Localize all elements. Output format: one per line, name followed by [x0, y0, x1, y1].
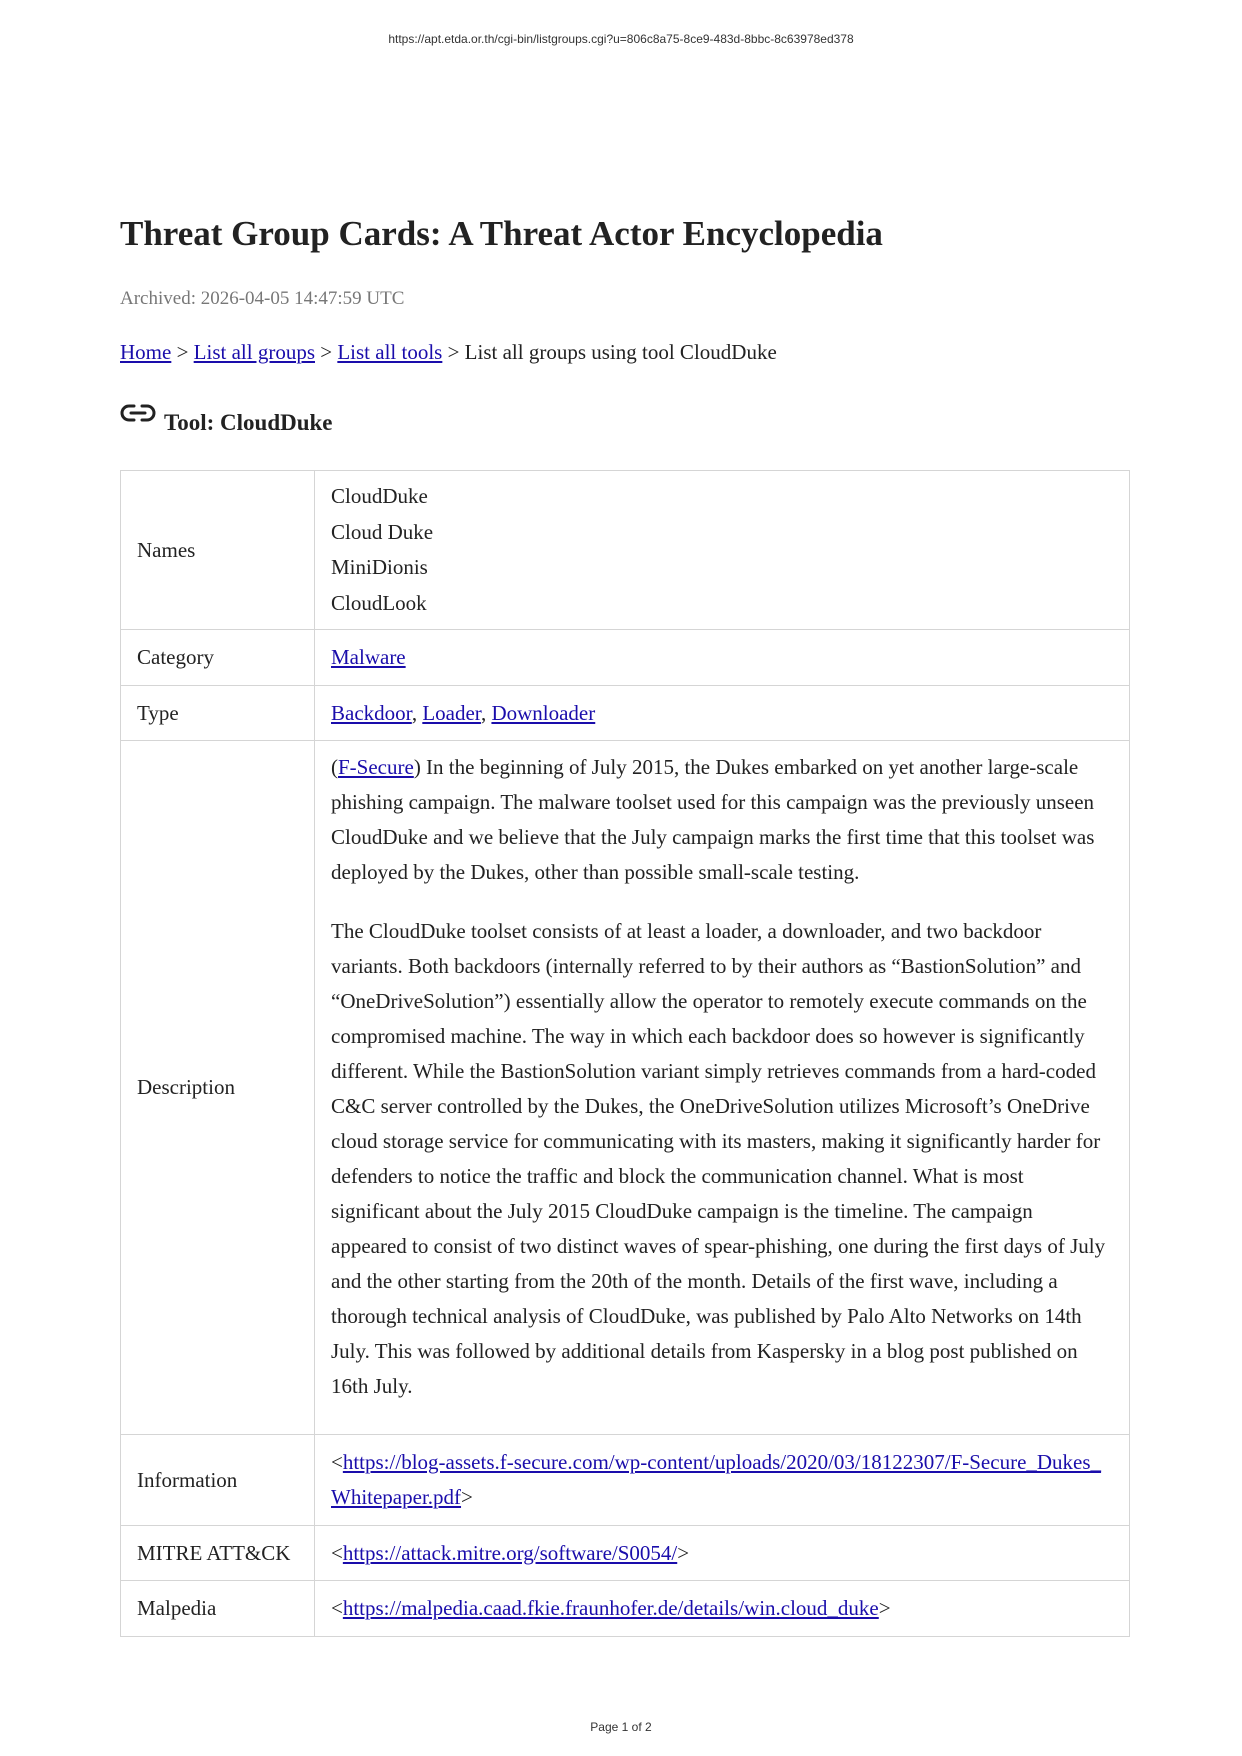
- malpedia-label: Malpedia: [121, 1581, 315, 1637]
- name-item: CloudDuke: [331, 484, 428, 508]
- angle-close: >: [677, 1540, 690, 1565]
- tool-info-table: [120, 470, 1130, 1637]
- angle-close: >: [461, 1485, 473, 1509]
- table-row-type: [121, 686, 1130, 741]
- archived-timestamp: Archived: 2026-04-05 14:47:59 UTC: [120, 288, 405, 309]
- type-link-downloader[interactable]: Downloader: [491, 700, 596, 725]
- link-icon: [120, 402, 156, 424]
- table-row-description: [121, 741, 1130, 1435]
- description-value: [315, 741, 1130, 1435]
- type-separator: ,: [480, 700, 492, 725]
- table-row-mitre: [121, 1526, 1130, 1581]
- malpedia-value: [315, 1581, 1130, 1637]
- description-label: Description: [121, 741, 315, 1435]
- breadcrumb-groups-link[interactable]: List all groups: [193, 340, 315, 364]
- names-label: Names: [121, 471, 315, 630]
- information-value: [315, 1435, 1130, 1526]
- breadcrumb-home-link[interactable]: Home: [120, 340, 172, 364]
- names-list: [315, 471, 1130, 630]
- name-item: Cloud Duke: [331, 519, 434, 544]
- tool-heading-text: Tool: CloudDuke: [164, 410, 333, 435]
- type-link-backdoor[interactable]: Backdoor: [331, 700, 412, 725]
- breadcrumb-tools-link[interactable]: List all tools: [337, 340, 443, 364]
- page-number: Page 1 of 2: [590, 1720, 652, 1734]
- table-row-information: [121, 1435, 1130, 1526]
- angle-open: <: [331, 1540, 343, 1565]
- page-title: Threat Group Cards: A Threat Actor Encyclopedia: [120, 214, 883, 253]
- type-label: Type: [121, 686, 315, 741]
- breadcrumb-current: > List all groups using tool CloudDuke: [442, 340, 777, 364]
- category-link[interactable]: Malware: [331, 645, 406, 669]
- table-row-names: [121, 471, 1130, 630]
- mitre-label: MITRE ATT&CK: [121, 1526, 315, 1581]
- description-paren: (: [331, 754, 338, 779]
- category-label: Category: [121, 630, 315, 686]
- page-url: https://apt.etda.or.th/cgi-bin/listgroups.cgi?u=806c8a75-8ce9-483d-8bbc-8c63978ed378: [388, 32, 854, 46]
- type-value: [315, 686, 1130, 741]
- table-row-malpedia: [121, 1581, 1130, 1637]
- tool-heading: [120, 410, 333, 436]
- mitre-value: [315, 1526, 1130, 1581]
- information-link[interactable]: https://blog-assets.f-secure.com/wp-content/uploads/2020/03/18122307/F-Secure_Dukes_Whitepaper.pdf: [331, 1450, 1102, 1509]
- breadcrumb: [120, 340, 777, 365]
- breadcrumb-separator: >: [315, 340, 338, 364]
- table-row-category: [121, 630, 1130, 686]
- angle-open: <: [331, 1450, 343, 1474]
- malpedia-link[interactable]: https://malpedia.caad.fkie.fraunhofer.de/details/win.cloud_duke: [342, 1596, 879, 1620]
- information-label: Information: [121, 1435, 315, 1526]
- description-paragraph-1: [331, 750, 1113, 890]
- mitre-link[interactable]: https://attack.mitre.org/software/S0054/: [342, 1540, 678, 1565]
- description-source-link[interactable]: F-Secure: [338, 754, 414, 779]
- description-paragraph-2: The CloudDuke toolset consists of at least a loader, a downloader, and two backdoor variants. Both backdoors (internally referred to by their authors as “BastionSolution” and “OneDriveSolution”) essentially allow the operator to remotely execute commands on the compromised machine. The way in which each backdoor does so however is significantly different. While the BastionSolution variant simply retrieves commands from a hard-coded C&C server controlled by the Dukes, the OneDriveSolution utilizes Microsoft’s OneDrive cloud storage service for communicating with its masters, making it significantly harder for defenders to notice the traffic and block the communication channel. What is most significant about the July 2015 CloudDuke campaign is the timeline. The campaign appeared to consist of two distinct waves of spear-phishing, one during the first days of July and the other starting from the 20th of the month. Details of the first wave, including a thorough technical analysis of CloudDuke, was published by Palo Alto Networks on 14th July. This was followed by additional details from Kaspersky in a blog post published on 16th July.: [331, 918, 1106, 1398]
- type-link-loader[interactable]: Loader: [422, 700, 481, 725]
- name-item: CloudLook: [331, 590, 427, 615]
- breadcrumb-separator: >: [171, 340, 194, 364]
- name-item: MiniDionis: [331, 555, 428, 579]
- description-text-1: ) In the beginning of July 2015, the Dukes embarked on yet another large-scale phishing campaign. The malware toolset used for this campaign was the previously unseen CloudDuke and we believe that the July campaign marks the first time that this toolset was deployed by the Dukes, other than possible small-scale testing.: [331, 754, 1095, 884]
- angle-close: >: [878, 1596, 891, 1620]
- category-value: [315, 630, 1130, 686]
- type-separator: ,: [411, 700, 423, 725]
- angle-open: <: [331, 1596, 343, 1620]
